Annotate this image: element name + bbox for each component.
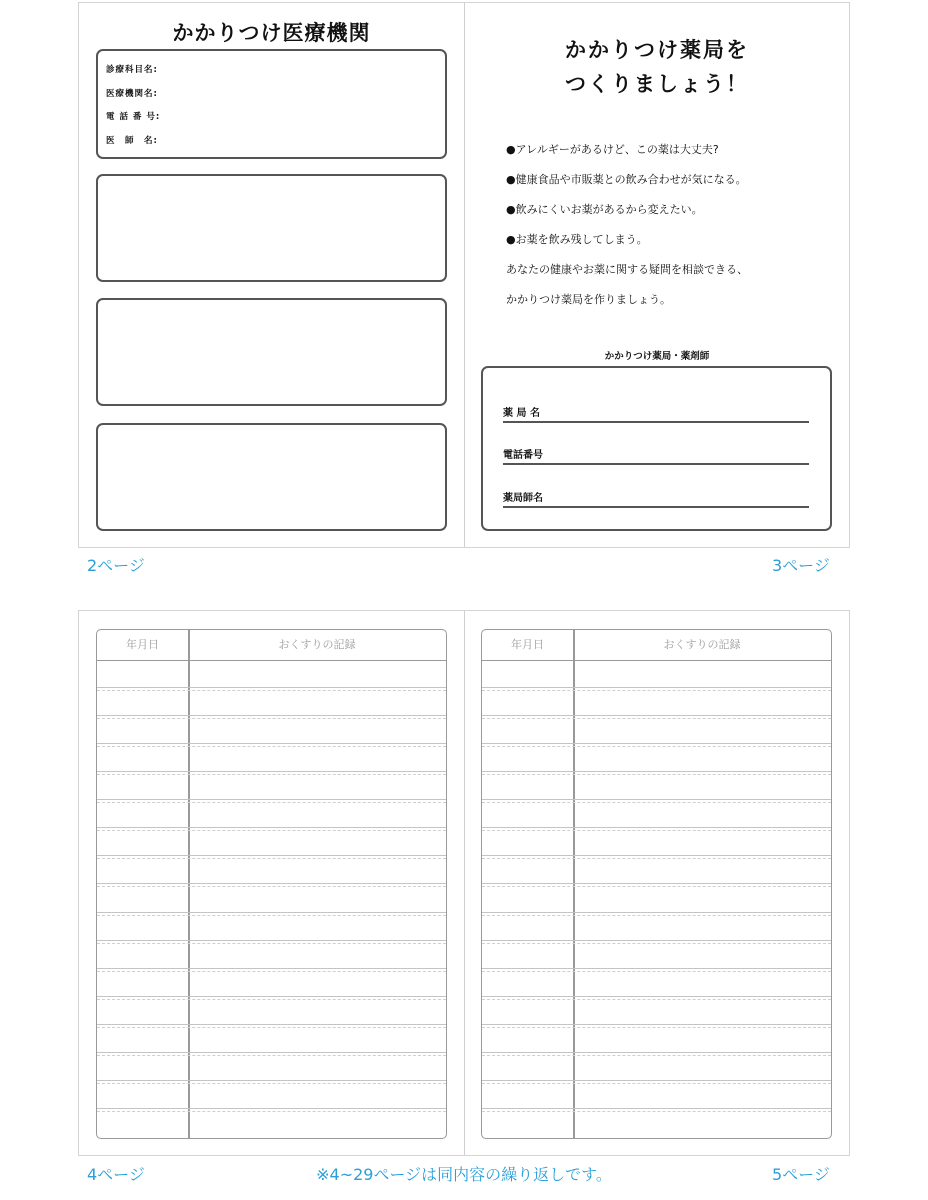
medication-log-left bbox=[96, 629, 447, 1139]
log-row-line bbox=[97, 771, 446, 772]
log-row-line bbox=[97, 883, 446, 884]
log-row-line bbox=[482, 883, 831, 884]
log-header-date: 年月日 bbox=[511, 638, 544, 651]
pharmacy-bullet-list bbox=[506, 135, 748, 315]
log-row-guide bbox=[482, 774, 831, 775]
log-header bbox=[482, 630, 831, 661]
log-row-guide bbox=[482, 915, 831, 916]
pharmacy-phone-field: 電話番号 bbox=[503, 446, 809, 465]
log-row-guide bbox=[97, 690, 446, 691]
log-row-line bbox=[97, 968, 446, 969]
bullet-item: ●飲みにくいお薬があるから変えたい。 bbox=[506, 203, 703, 216]
log-row-guide bbox=[482, 746, 831, 747]
log-row-guide bbox=[482, 1111, 831, 1112]
log-row-line bbox=[97, 715, 446, 716]
bullet-item: ●健康食品や市販薬との飲み合わせが気になる。 bbox=[506, 173, 747, 186]
blank-box-1 bbox=[96, 174, 447, 282]
log-row-guide bbox=[482, 999, 831, 1000]
log-row-guide bbox=[97, 943, 446, 944]
clinic-field-doctor: 医 師 名: bbox=[106, 135, 158, 146]
clinic-info-box bbox=[96, 49, 447, 159]
log-row-guide bbox=[97, 999, 446, 1000]
paragraph-line: かかりつけ薬局を作りましょう。 bbox=[506, 293, 671, 306]
log-row-line bbox=[482, 1108, 831, 1109]
log-row-line bbox=[482, 827, 831, 828]
log-row-line bbox=[482, 940, 831, 941]
log-header-record: おくすりの記録 bbox=[663, 638, 741, 651]
log-row-guide bbox=[482, 718, 831, 719]
pharmacy-card-title: かかりつけ薬局・薬剤師 bbox=[604, 351, 710, 362]
log-row-line bbox=[482, 968, 831, 969]
log-row-guide bbox=[97, 886, 446, 887]
log-row-line bbox=[482, 996, 831, 997]
log-row-guide bbox=[482, 802, 831, 803]
pharmacy-name-field: 薬 局 名 bbox=[503, 404, 809, 423]
log-row-guide bbox=[97, 1083, 446, 1084]
spread-gutter bbox=[464, 611, 465, 1155]
log-row-guide bbox=[97, 774, 446, 775]
page-number-3: 3ページ bbox=[772, 556, 830, 575]
log-row-guide bbox=[97, 802, 446, 803]
log-row-line bbox=[97, 799, 446, 800]
pharmacy-title-line2: つくりましょう！ bbox=[565, 72, 749, 96]
log-row-guide bbox=[482, 690, 831, 691]
log-row-line bbox=[97, 996, 446, 997]
log-row-guide bbox=[482, 858, 831, 859]
log-row-line bbox=[97, 1024, 446, 1025]
log-row-line bbox=[482, 1080, 831, 1081]
log-row-guide bbox=[97, 1055, 446, 1056]
log-row-line bbox=[482, 687, 831, 688]
log-row-line bbox=[97, 1052, 446, 1053]
log-row-guide bbox=[482, 943, 831, 944]
pharmacist-name-field: 薬局師名 bbox=[503, 489, 809, 508]
pharmacy-card bbox=[481, 366, 832, 531]
log-row-guide bbox=[482, 886, 831, 887]
blank-box-2 bbox=[96, 298, 447, 406]
page-number-2: 2ページ bbox=[87, 556, 145, 575]
log-row-guide bbox=[482, 1055, 831, 1056]
log-header-record: おくすりの記録 bbox=[278, 638, 356, 651]
blank-box-3 bbox=[96, 423, 447, 531]
log-row-line bbox=[482, 1052, 831, 1053]
log-row-guide bbox=[97, 971, 446, 972]
log-row-line bbox=[97, 855, 446, 856]
log-header-date: 年月日 bbox=[126, 638, 159, 651]
log-row-guide bbox=[97, 915, 446, 916]
clinic-field-phone: 電 話 番 号: bbox=[106, 112, 161, 122]
log-row-line bbox=[482, 799, 831, 800]
repeat-note: ※4~29ページは同内容の繰り返しです。 bbox=[316, 1165, 612, 1184]
log-row-line bbox=[97, 1080, 446, 1081]
medication-log-right bbox=[481, 629, 832, 1139]
log-row-guide bbox=[97, 1027, 446, 1028]
log-row-guide bbox=[97, 746, 446, 747]
log-row-guide bbox=[482, 971, 831, 972]
log-row-line bbox=[482, 715, 831, 716]
log-row-line bbox=[482, 912, 831, 913]
clinic-title: かかりつけ医療機関 bbox=[172, 21, 371, 45]
bullet-item: ●アレルギーがあるけど、この薬は大丈夫? bbox=[506, 143, 719, 156]
pharmacy-title bbox=[464, 33, 850, 101]
page-number-4: 4ページ bbox=[87, 1165, 145, 1184]
log-row-line bbox=[97, 912, 446, 913]
log-row-guide bbox=[97, 858, 446, 859]
bottom-spread bbox=[78, 610, 850, 1156]
bullet-item: ●お薬を飲み残してしまう。 bbox=[506, 233, 648, 246]
log-row-line bbox=[97, 743, 446, 744]
clinic-field-institution: 医療機関名: bbox=[106, 88, 158, 99]
log-row-line bbox=[97, 827, 446, 828]
log-row-guide bbox=[482, 1083, 831, 1084]
log-row-guide bbox=[482, 830, 831, 831]
log-row-guide bbox=[97, 830, 446, 831]
log-row-guide bbox=[97, 1111, 446, 1112]
log-row-guide bbox=[97, 718, 446, 719]
pharmacy-title-line1: かかりつけ薬局を bbox=[565, 38, 749, 62]
log-row-line bbox=[482, 771, 831, 772]
log-row-line bbox=[97, 687, 446, 688]
log-row-line bbox=[97, 1108, 446, 1109]
clinic-field-department: 診療科目名: bbox=[106, 65, 158, 75]
page-number-5: 5ページ bbox=[772, 1165, 830, 1184]
log-header bbox=[97, 630, 446, 661]
top-spread bbox=[78, 2, 850, 548]
log-row-guide bbox=[482, 1027, 831, 1028]
log-row-line bbox=[97, 940, 446, 941]
log-row-line bbox=[482, 743, 831, 744]
log-row-line bbox=[482, 855, 831, 856]
paragraph-line: あなたの健康やお薬に関する疑問を相談できる、 bbox=[506, 263, 748, 276]
log-row-line bbox=[482, 1024, 831, 1025]
